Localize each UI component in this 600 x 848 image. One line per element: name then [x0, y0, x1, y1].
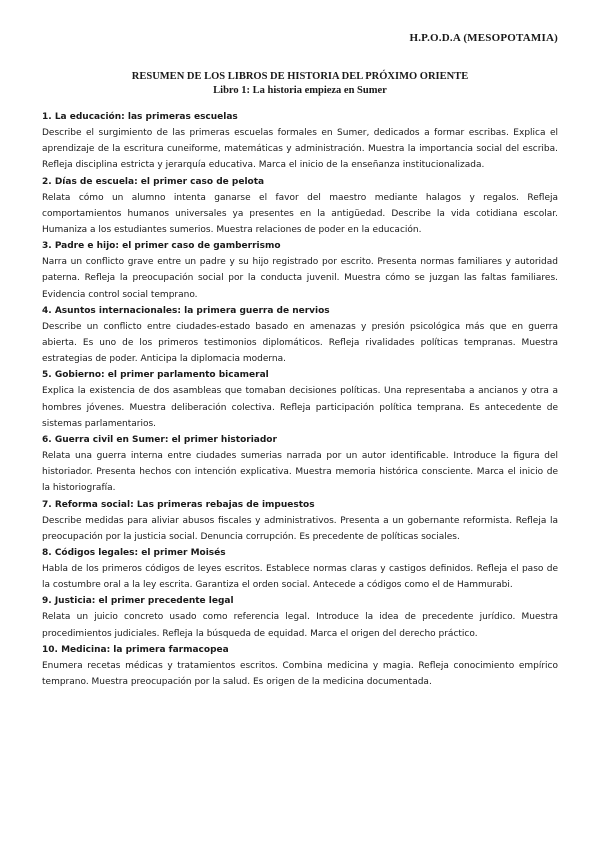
section-medicine: [42, 643, 558, 690]
section-body: Describe el surgimiento de las primeras escuelas formales en Sumer, dedicados a formar escribas. Explica el aprendizaje de la escritura cuneiforme, matemáticas y administración. Muestra la importancia social del escriba. Refleja disciplina estricta y jerarquía educativa. Marca el inicio de la enseñanza institucionalizada.: [42, 128, 558, 171]
document-subtitle: Libro 1: La historia empieza en Sumer: [213, 85, 387, 96]
section-body: Describe medidas para aliviar abusos fiscales y administrativos. Presenta a un gobernante reformista. Refleja la preocupación por la justicia social. Denuncia corrupción. Es precedente de políticas sociales.: [42, 515, 558, 542]
section-title: 9. Justicia: el primer precedente legal: [42, 596, 234, 607]
section-title: 1. La educación: las primeras escuelas: [42, 112, 238, 122]
section-title: 8. Códigos legales: el primer Moisés: [42, 548, 226, 559]
section-body: Narra un conflicto grave entre un padre y su hijo registrado por escrito. Presenta normas familiares y autoridad paterna. Refleja la preocupación social por la conducta juvenil. Muestra cómo se juzgan las faltas familiares. Evidencia control social temprano.: [42, 257, 558, 300]
course-header: H.P.O.D.A (MESOPOTAMIA): [409, 32, 558, 44]
section-body: Relata una guerra interna entre ciudades sumerias narrada por un autor identificable. Introduce la figura del historiador. Presenta hechos con intención explicativa. Muestra memoria histórica consciente. Marca el inicio de la historiografía.: [42, 451, 558, 494]
section-justice: [42, 594, 558, 641]
section-title: 2. Días de escuela: el primer caso de pelota: [42, 176, 265, 187]
section-education: [42, 110, 558, 174]
section-title: 6. Guerra civil en Sumer: el primer historiador: [42, 435, 277, 446]
section-school-days: [42, 175, 558, 239]
document-page: [42, 32, 558, 690]
section-government: [42, 368, 558, 432]
section-legal-codes: [42, 546, 558, 593]
section-title: 5. Gobierno: el primer parlamento bicameral: [42, 370, 269, 381]
section-father-son: [42, 239, 558, 303]
section-social-reform: [42, 498, 558, 545]
section-civil-war: [42, 433, 558, 497]
section-title: 10. Medicina: la primera farmacopea: [42, 644, 229, 655]
section-body: Habla de los primeros códigos de leyes escritos. Establece normas claras y castigos definidos. Refleja el paso de la costumbre oral a la ley escrita. Garantiza el orden social. Antecede a códigos como el de Hammurabi.: [42, 564, 558, 591]
section-body: Relata cómo un alumno intenta ganarse el favor del maestro mediante halagos y regalos. Refleja comportamientos humanos universales ya presentes en la antigüedad. Describe la vida cotidiana escolar. Humaniza a los estudiantes sumerios. Muestra relaciones de poder en la educación.: [42, 192, 558, 236]
section-international-affairs: [42, 304, 558, 368]
section-title: 3. Padre e hijo: el primer caso de gamberrismo: [42, 241, 281, 252]
section-body: Explica la existencia de dos asambleas que tomaban decisiones políticas. Una representaba a ancianos y otra a hombres jóvenes. Muestra deliberación colectiva. Refleja participación política temprana. Es antecedente de sistemas parlamentarios.: [42, 386, 558, 429]
document-title: RESUMEN DE LOS LIBROS DE HISTORIA DEL PRÓXIMO ORIENTE: [131, 71, 469, 82]
section-body: Relata un juicio concreto usado como referencia legal. Introduce la idea de precedente jurídico. Muestra procedimientos judiciales. Refleja la búsqueda de equidad. Marca el origen del derecho práctico.: [42, 612, 558, 639]
section-body: Describe un conflicto entre ciudades-estado basado en amenazas y presión psicológica más que en guerra abierta. Es uno de los primeros testimonios diplomáticos. Refleja rivalidades políticas tempranas. Muestra estrategias de poder. Anticipa la diplomacia moderna.: [42, 321, 558, 365]
section-title: 7. Reforma social: Las primeras rebajas de impuestos: [42, 499, 315, 510]
section-title: 4. Asuntos internacionales: la primera guerra de nervios: [42, 305, 330, 316]
section-body: Enumera recetas médicas y tratamientos escritos. Combina medicina y magia. Refleja conocimiento empírico temprano. Muestra preocupación por la salud. Es origen de la medicina documentada.: [42, 660, 558, 688]
